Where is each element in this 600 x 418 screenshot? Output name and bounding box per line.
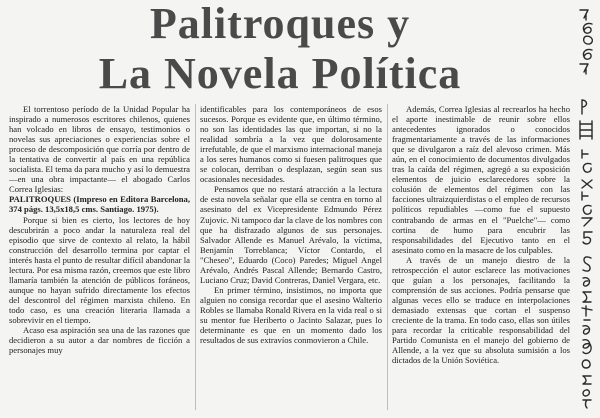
paragraph-2-3: En primer término, insistimos, no importa que alguien no consiga recordar que el asesino Walterio Robles se llamaba Ronald Rivera en la vida real o si su mentor fue Heriberto o Jacinto Salazar, pues lo determinante es que en un momento dado los resultados de sus extravíos conmovieron a Chile.: [200, 284, 382, 346]
paragraph-1-1: El torrentoso período de la Unidad Popular ha inspirado a numerosos escritores chilenos, quienes han volcado en libros de ensayo, testimonios o novelas sus apreciaciones o experiencias sobre el proceso de descomposición que corría por dentro de la tentativa de convertir al país en una república socialista. El tema da para mucho y así lo demuestra —en una obra impactante— el abogado Carlos Correa Iglesias:: [9, 104, 190, 195]
paragraph-2-1: identificables para los contemporáneos de esos sucesos. Porque es evidente que, en último término, no son las identidades las que importan, si no la realidad sombría a la vez que dolorosamente irrefutable, de que el marxismo internacional maneja a los seres humanos como si fuesen palitroques que se colocan, derriban o desplazan, según sean sus ocasionales necesidades.: [200, 104, 382, 185]
article-column-3: [392, 104, 570, 416]
article-column-1: [9, 104, 190, 416]
paragraph-3-1: Además, Correa Iglesias al recrearlos ha hecho el aporte inestimable de reunir sobre ellos antecedentes ignorados o conocidos fragmentariamente a través de las informaciones que se divulgaron a raíz del alevoso crimen. Más aún, en el conocimiento de documentos divulgados tras la caída del régimen, agregó a su exposición elementos de juicio esclarecedores sobre la colusión de elementos del régimen con las facciones ultraizquierdistas o el empleo de recursos políticos repudiables —como fue el supuesto contrabando de armas en el "Puelche"— como cortina de humo para encubrir las responsabilidades del Ejecutivo tanto en el asesinato como en la masacre de los culpables.: [392, 104, 570, 255]
paragraph-2-2: Pensamos que no restará atracción a la lectura de esta novela señalar que ella se centra en torno al asesinato del ex Vicepresidente Edmundo Pérez Zujovic. Ni tampoco dar la clave de los nombres con que ha disfrazado algunos de sus personajes. Salvador Allende es Manuel Arévalo, la víctima, Benjamín Torreblanca; Víctor Contardo, el "Cheseo", Eduardo (Coco) Paredes; Miguel Angel Arévalo, Andrés Pascal Allende; Bernardo Castro, Luciano Cruz; David Contreras, Daniel Vergara, etc.: [200, 184, 382, 285]
handwritten-annotation-image: [574, 4, 600, 414]
paragraph-3-2: A través de un manejo diestro de la retrospección el autor esclarece las motivaciones que guían a los personajes, facilitando la comprensión de sus acciones. Podría pensarse que algunas veces ello se traduce en interpolaciones demasiado extensas que cortan el suspenso creciente de la trama. En todo caso, ellas son útiles para recordar la criticable responsabilidad del Partido Comunista en el manejo del gobierno de Allende, a la vez que su absoluta sumisión a los dictados de la Unión Soviética.: [392, 254, 570, 366]
article-column-2: [200, 104, 382, 416]
column-rule-1: [195, 104, 196, 410]
column-rule-2: [387, 104, 388, 410]
paragraph-1-3: Porque si bien es cierto, los lectores de hoy descubrirán a poco andar la naturaleza real del episodio que sirve de contexto al relato, la hábil construcción del desarrollo termina por captar el interés hasta el punto de resultar difícil abandonar la lectura. Por esa misma razón, creemos que este libro llamaría también la atención de públicos foráneos, aunque no hayan sufrido directamente los efectos del descontrol del régimen marxista chileno. En todo caso, es una creación literaria llamada a sobrevivir en el tiempo.: [9, 214, 190, 325]
handwritten-source-note-icon: [574, 4, 600, 414]
book-citation: PALITROQUES (Impreso en Editora Barcelona, 374 págs. 13,5x18,5 cms. Santiago. 1975).: [9, 194, 190, 215]
headline-line-1: Palitroques y: [149, 0, 411, 48]
headline-line-2: La Novela Política: [98, 49, 462, 98]
paragraph-1-4: Acaso esa aspiración sea una de las razones que decidieron a su autor a dar nombres de ficción a personajes muy: [9, 325, 190, 356]
